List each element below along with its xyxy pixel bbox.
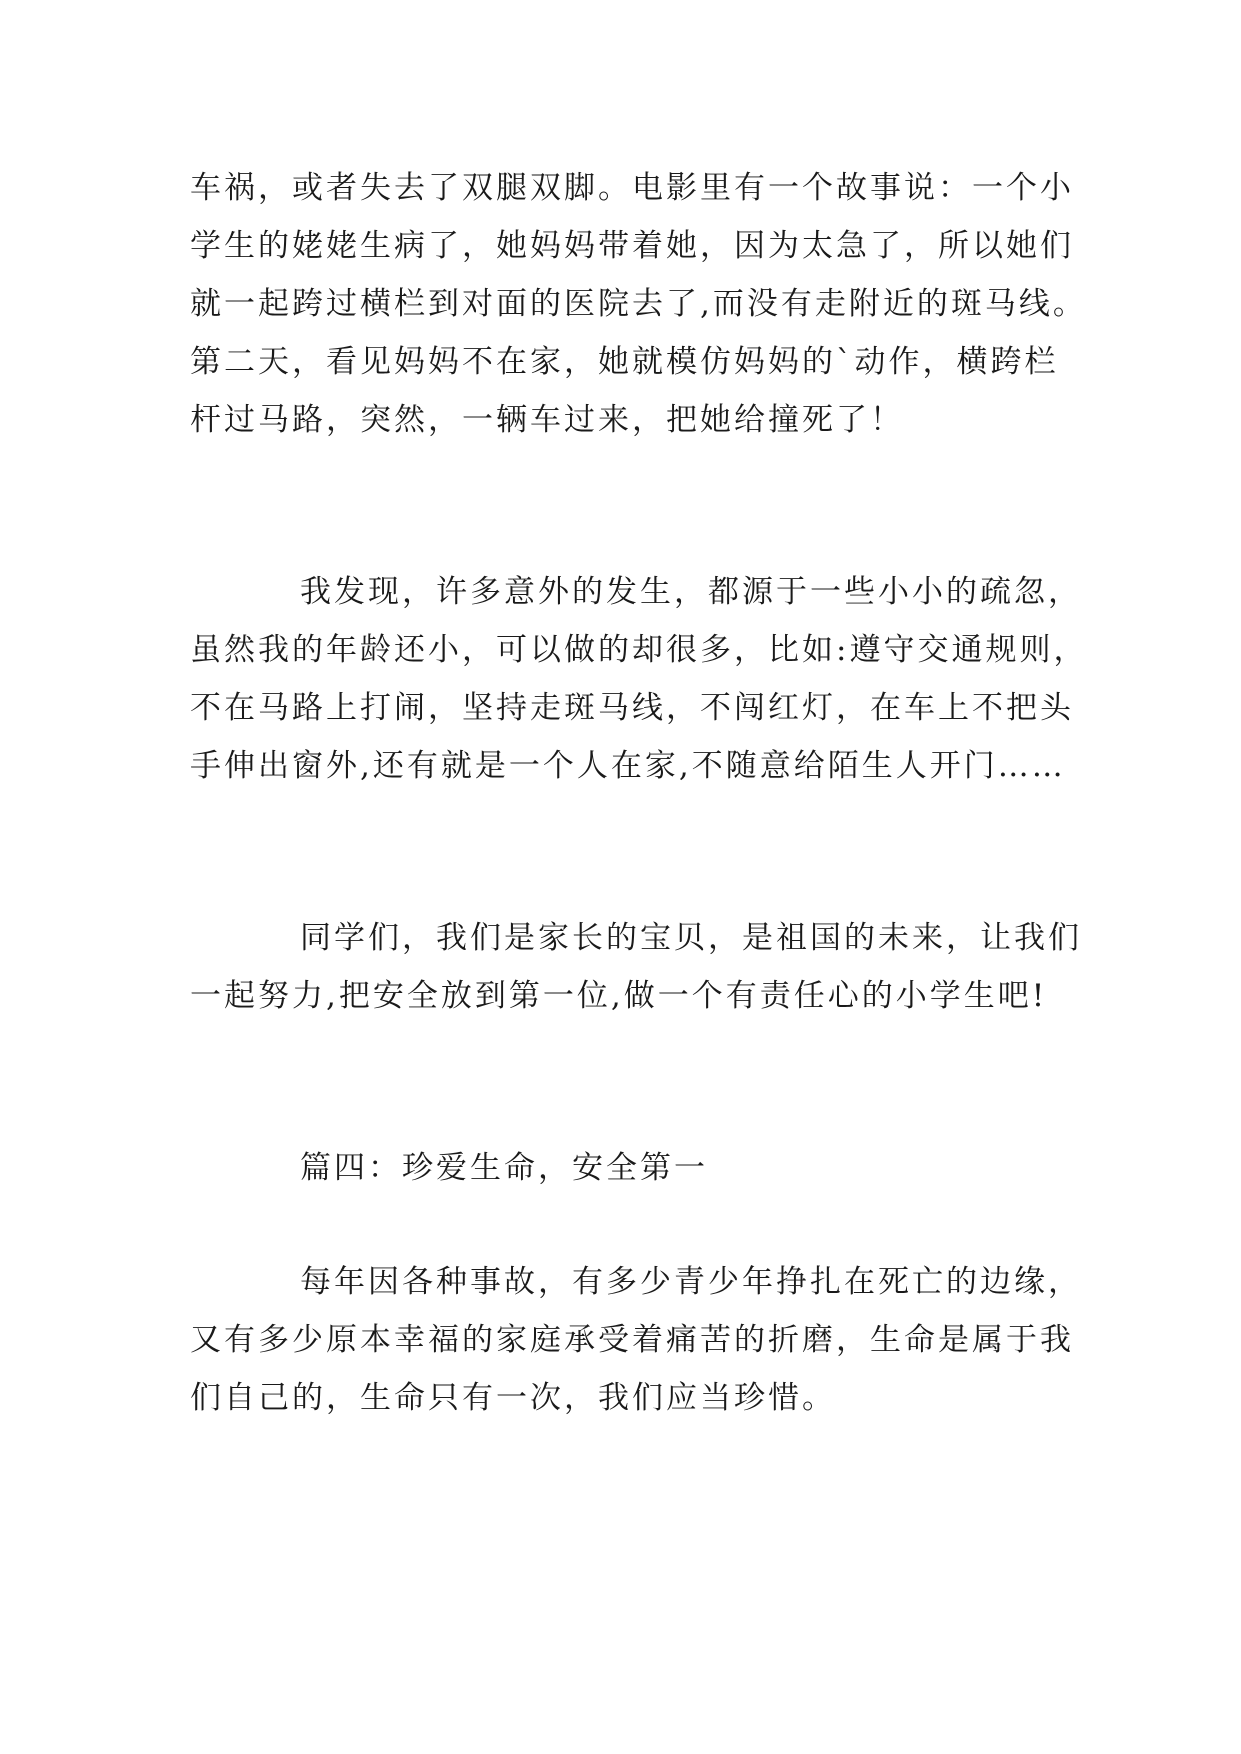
text-line: 学生的姥姥生病了，她妈妈带着她，因为太急了，所以她们 [190,228,1074,264]
text-line: 一起努力,把安全放到第一位,做一个有责任心的小学生吧! [190,978,1048,1014]
paragraph-first-line: 每年因各种事故，有多少青少年挣扎在死亡的边缘， [300,1264,1082,1300]
text-line: 就一起跨过横栏到对面的医院去了,而没有走附近的斑马线。 [190,286,1087,322]
text-line: 手伸出窗外,还有就是一个人在家,不随意给陌生人开门…… [190,748,1066,784]
text-line: 第二天，看见妈妈不在家，她就模仿妈妈的`动作，横跨栏 [190,344,1059,380]
text-line: 不在马路上打闹，坚持走斑马线，不闯红灯，在车上不把头 [190,690,1074,726]
text-line: 又有多少原本幸福的家庭承受着痛苦的折磨，生命是属于我 [190,1322,1074,1358]
paragraph-first-line: 我发现，许多意外的发生，都源于一些小小的疏忽， [300,574,1082,610]
text-line: 虽然我的年龄还小，可以做的却很多，比如:遵守交通规则， [190,632,1088,668]
text-line: 车祸，或者失去了双腿双脚。电影里有一个故事说：一个小 [190,170,1074,206]
section-heading: 篇四：珍爱生命，安全第一 [300,1150,708,1186]
text-line: 们自己的，生命只有一次，我们应当珍惜。 [190,1380,836,1416]
paragraph-first-line: 同学们，我们是家长的宝贝，是祖国的未来，让我们 [300,920,1082,956]
text-line: 杆过马路，突然，一辆车过来，把她给撞死了！ [190,402,904,438]
